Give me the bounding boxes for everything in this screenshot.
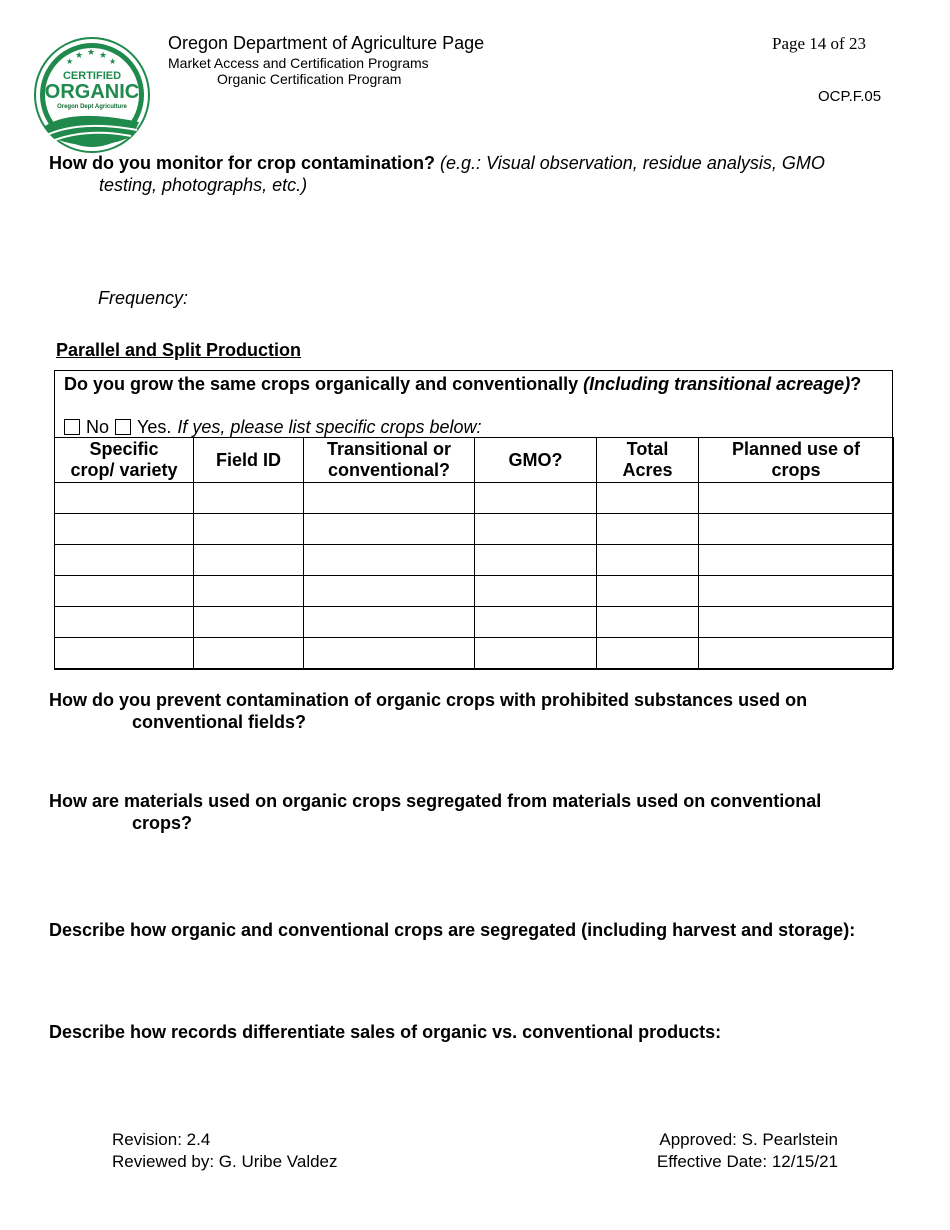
crop-cell[interactable] xyxy=(597,545,699,576)
prevent-question-line-1: How do you prevent contamination of organic crops with prohibited substances used on xyxy=(49,690,808,710)
svg-text:★: ★ xyxy=(87,48,96,58)
same-crops-question-mark: ? xyxy=(850,374,862,394)
crop-row xyxy=(55,483,894,514)
crop-cell[interactable] xyxy=(699,638,894,669)
crop-cell[interactable] xyxy=(699,607,894,638)
crop-row xyxy=(55,514,894,545)
same-crops-question-text: Do you grow the same crops organically and conventionally xyxy=(64,374,579,394)
crops-table xyxy=(54,437,894,669)
section-title: Parallel and Split Production xyxy=(56,340,302,360)
column-header-transitional: Transitional or conventional? xyxy=(304,438,475,483)
svg-text:★: ★ xyxy=(99,51,108,61)
program-line-2: Organic Certification Program xyxy=(217,71,402,87)
crop-cell[interactable] xyxy=(475,514,597,545)
crop-cell[interactable] xyxy=(699,576,894,607)
crop-cell[interactable] xyxy=(597,576,699,607)
crop-cell[interactable] xyxy=(55,638,194,669)
crop-cell[interactable] xyxy=(55,483,194,514)
same-crops-options xyxy=(64,416,482,438)
page-number: Page 14 of 23 xyxy=(772,34,866,53)
column-header-specific-crop: Specific crop/ variety xyxy=(55,438,194,483)
svg-text:★: ★ xyxy=(66,57,74,66)
same-crops-question-note: (Including transitional acreage) xyxy=(583,374,851,394)
describe-segregation-question: Describe how organic and conventional crops are segregated (including harvest and storage): xyxy=(49,920,856,940)
program-line-1: Market Access and Certification Programs xyxy=(168,55,429,71)
crop-row xyxy=(55,576,894,607)
crop-cell[interactable] xyxy=(699,545,894,576)
no-label: No xyxy=(86,417,110,437)
crop-cell[interactable] xyxy=(475,638,597,669)
prevent-contamination-question xyxy=(49,689,909,733)
yes-instruction: If yes, please list specific crops below: xyxy=(177,417,482,437)
crop-cell[interactable] xyxy=(194,638,304,669)
crops-table-header-row xyxy=(55,438,894,483)
crop-cell[interactable] xyxy=(475,607,597,638)
crop-cell[interactable] xyxy=(304,545,475,576)
footer-right xyxy=(600,1129,838,1173)
svg-text:★: ★ xyxy=(109,57,117,66)
crop-cell[interactable] xyxy=(55,607,194,638)
segregate-materials-question xyxy=(49,790,909,834)
monitor-question-examples: (e.g.: Visual observation, residue analysis, GMO xyxy=(440,153,825,173)
column-header-gmo: GMO? xyxy=(475,438,597,483)
crop-cell[interactable] xyxy=(597,638,699,669)
crop-cell[interactable] xyxy=(55,545,194,576)
crop-cell[interactable] xyxy=(597,607,699,638)
crop-cell[interactable] xyxy=(699,514,894,545)
crop-cell[interactable] xyxy=(55,576,194,607)
column-header-total-acres: Total Acres xyxy=(597,438,699,483)
crop-cell[interactable] xyxy=(304,514,475,545)
crop-cell[interactable] xyxy=(304,607,475,638)
crop-cell[interactable] xyxy=(194,545,304,576)
crop-cell[interactable] xyxy=(304,576,475,607)
frequency-label: Frequency: xyxy=(98,288,189,308)
crop-row xyxy=(55,638,894,669)
yes-label: Yes. xyxy=(137,417,172,437)
revision: Revision: 2.4 xyxy=(112,1130,211,1149)
parallel-production-table-box xyxy=(54,370,893,670)
form-code: OCP.F.05 xyxy=(818,88,882,105)
crop-cell[interactable] xyxy=(597,514,699,545)
crop-row xyxy=(55,545,894,576)
crop-cell[interactable] xyxy=(304,483,475,514)
approved-by: Approved: S. Pearlstein xyxy=(659,1130,838,1149)
crop-cell[interactable] xyxy=(475,576,597,607)
no-checkbox[interactable] xyxy=(64,419,80,435)
footer-left xyxy=(112,1129,338,1173)
crop-cell[interactable] xyxy=(194,607,304,638)
segregate-materials-line-2: crops? xyxy=(132,813,193,833)
certified-organic-logo xyxy=(33,36,151,154)
crop-cell[interactable] xyxy=(194,514,304,545)
crop-cell[interactable] xyxy=(194,576,304,607)
prevent-question-line-2: conventional fields? xyxy=(132,712,307,732)
effective-date: Effective Date: 12/15/21 xyxy=(656,1152,838,1171)
column-header-planned-use: Planned use of crops xyxy=(699,438,894,483)
yes-checkbox[interactable] xyxy=(115,419,131,435)
svg-text:ORGANIC: ORGANIC xyxy=(44,81,140,103)
crop-cell[interactable] xyxy=(304,638,475,669)
crop-cell[interactable] xyxy=(597,483,699,514)
crop-row xyxy=(55,607,894,638)
department-title: Oregon Department of Agriculture Page xyxy=(168,33,485,53)
reviewed-by: Reviewed by: G. Uribe Valdez xyxy=(112,1152,338,1171)
certified-organic-seal-icon xyxy=(33,36,151,154)
crop-cell[interactable] xyxy=(699,483,894,514)
svg-text:Oregon Dept Agriculture: Oregon Dept Agriculture xyxy=(57,104,127,110)
svg-text:★: ★ xyxy=(75,51,84,61)
crop-cell[interactable] xyxy=(475,483,597,514)
svg-text:CERTIFIED: CERTIFIED xyxy=(62,70,122,82)
monitor-question-text: How do you monitor for crop contamination? xyxy=(49,153,435,173)
describe-records-question: Describe how records differentiate sales of organic vs. conventional products: xyxy=(49,1022,722,1042)
monitor-contamination-question xyxy=(49,152,909,196)
crop-cell[interactable] xyxy=(55,514,194,545)
same-crops-question xyxy=(64,373,864,395)
segregate-materials-line-1: How are materials used on organic crops segregated from materials used on conventional xyxy=(49,791,822,811)
crop-cell[interactable] xyxy=(475,545,597,576)
column-header-field-id: Field ID xyxy=(194,438,304,483)
monitor-question-examples-cont: testing, photographs, etc.) xyxy=(99,175,308,195)
crop-cell[interactable] xyxy=(194,483,304,514)
